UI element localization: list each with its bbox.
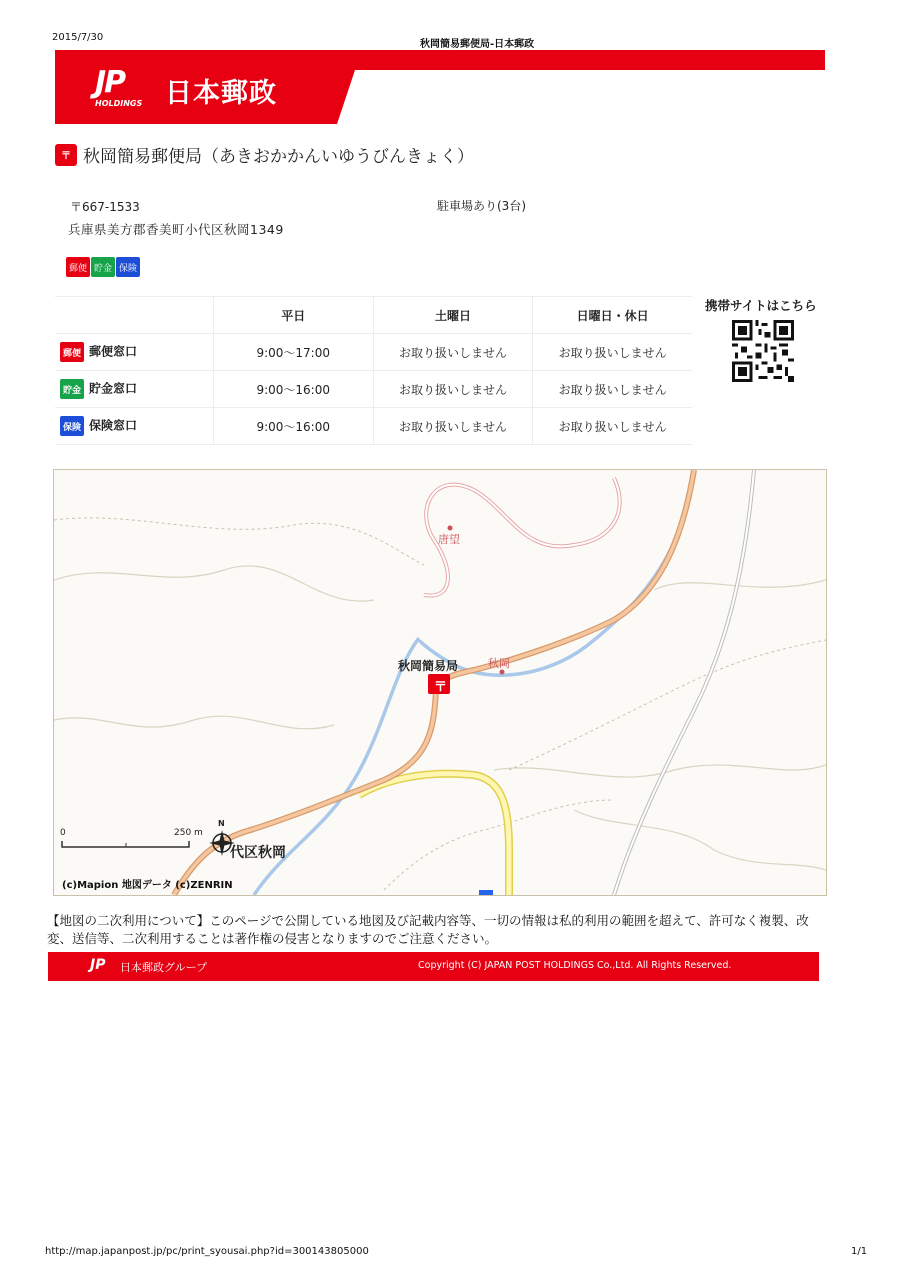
print-page-number: 1/1	[851, 1246, 868, 1257]
print-date: 2015/7/30	[52, 32, 104, 43]
savings-window-icon: 貯金	[60, 379, 84, 399]
table-row	[55, 334, 692, 371]
print-url: http://map.japanpost.jp/pc/print_syousai.php?id=300143805000	[45, 1246, 369, 1257]
col-saturday: 土曜日	[373, 297, 533, 334]
insurance-service-badge: 保険	[116, 257, 140, 277]
row-label: 保険窓口	[89, 418, 138, 433]
col-sunday: 日曜日・休日	[533, 297, 692, 334]
hours-header-row	[55, 297, 692, 334]
jp-logo-sub: HOLDINGS	[95, 99, 143, 108]
post-office-marker-icon[interactable]: 〒	[434, 680, 448, 695]
print-title: 秋岡簡易郵便局-日本郵政	[420, 39, 535, 50]
cell-weekday: 9:00～16:00	[213, 408, 373, 445]
north-label: N	[218, 819, 225, 828]
map-panel[interactable]	[53, 469, 827, 896]
map-place-karato: 唐望	[438, 533, 460, 546]
mobile-site-label: 携帯サイトはこちら	[705, 298, 817, 313]
cell-sunday: お取り扱いしません	[533, 334, 692, 371]
qr-code-icon[interactable]	[732, 320, 794, 382]
footer-bar	[48, 952, 819, 981]
insurance-window-icon: 保険	[60, 416, 84, 436]
cell-saturday: お取り扱いしません	[373, 334, 533, 371]
cell-sunday: お取り扱いしません	[533, 408, 692, 445]
scale-end: 250 m	[174, 828, 203, 838]
postal-code: 〒667-1533	[70, 200, 140, 214]
row-postal-window	[55, 334, 213, 371]
cell-weekday: 9:00～17:00	[213, 334, 373, 371]
row-savings-window	[55, 371, 213, 408]
row-insurance-window	[55, 408, 213, 445]
post-office-icon: 〒	[55, 144, 77, 166]
postal-window-icon: 郵便	[60, 342, 84, 362]
office-name: 秋岡簡易郵便局（あきおかかんいゆうびんきょく）	[83, 147, 474, 167]
jp-logo[interactable]	[95, 65, 143, 108]
savings-service-badge: 貯金	[91, 257, 115, 277]
footer-copyright: Copyright (C) JAPAN POST HOLDINGS Co.,Ltd. All Rights Reserved.	[418, 960, 732, 971]
table-row	[55, 371, 692, 408]
office-title	[55, 142, 474, 167]
footer-jp-logo[interactable]: JP	[90, 957, 106, 973]
map-copyright: (c)Mapion 地図データ (c)ZENRIN	[62, 880, 233, 891]
office-address: 兵庫県美方郡香美町小代区秋岡1349	[68, 222, 284, 237]
parking-info: 駐車場あり(3台)	[437, 199, 526, 213]
jp-logo-mark: JP	[95, 65, 125, 100]
cell-saturday: お取り扱いしません	[373, 371, 533, 408]
map-place-akaoka: 秋岡	[488, 657, 510, 670]
hours-table	[55, 296, 692, 445]
service-badges	[66, 257, 140, 277]
col-weekday: 平日	[213, 297, 373, 334]
map-district-label: 代区秋岡	[230, 845, 286, 861]
cell-weekday: 9:00～16:00	[213, 371, 373, 408]
postal-service-badge: 郵便	[66, 257, 90, 277]
map-usage-notice: 【地図の二次利用について】このページで公開している地図及び記載内容等、一切の情報は私的利用の範囲を超えて、許可なく複製、改変、送信等、二次利用することは著作権の侵害となりますのでご注意ください。	[47, 913, 809, 946]
table-row	[55, 408, 692, 445]
scale-start: 0	[60, 828, 66, 838]
hours-corner	[55, 297, 213, 334]
row-label: 郵便窓口	[89, 344, 138, 359]
brand-name: 日本郵政	[165, 78, 277, 109]
header-banner	[55, 50, 825, 124]
cell-sunday: お取り扱いしません	[533, 371, 692, 408]
map-office-label: 秋岡簡易局	[398, 659, 459, 673]
row-label: 貯金窓口	[89, 381, 138, 396]
footer-group-name: 日本郵政グループ	[120, 961, 208, 974]
cell-saturday: お取り扱いしません	[373, 408, 533, 445]
